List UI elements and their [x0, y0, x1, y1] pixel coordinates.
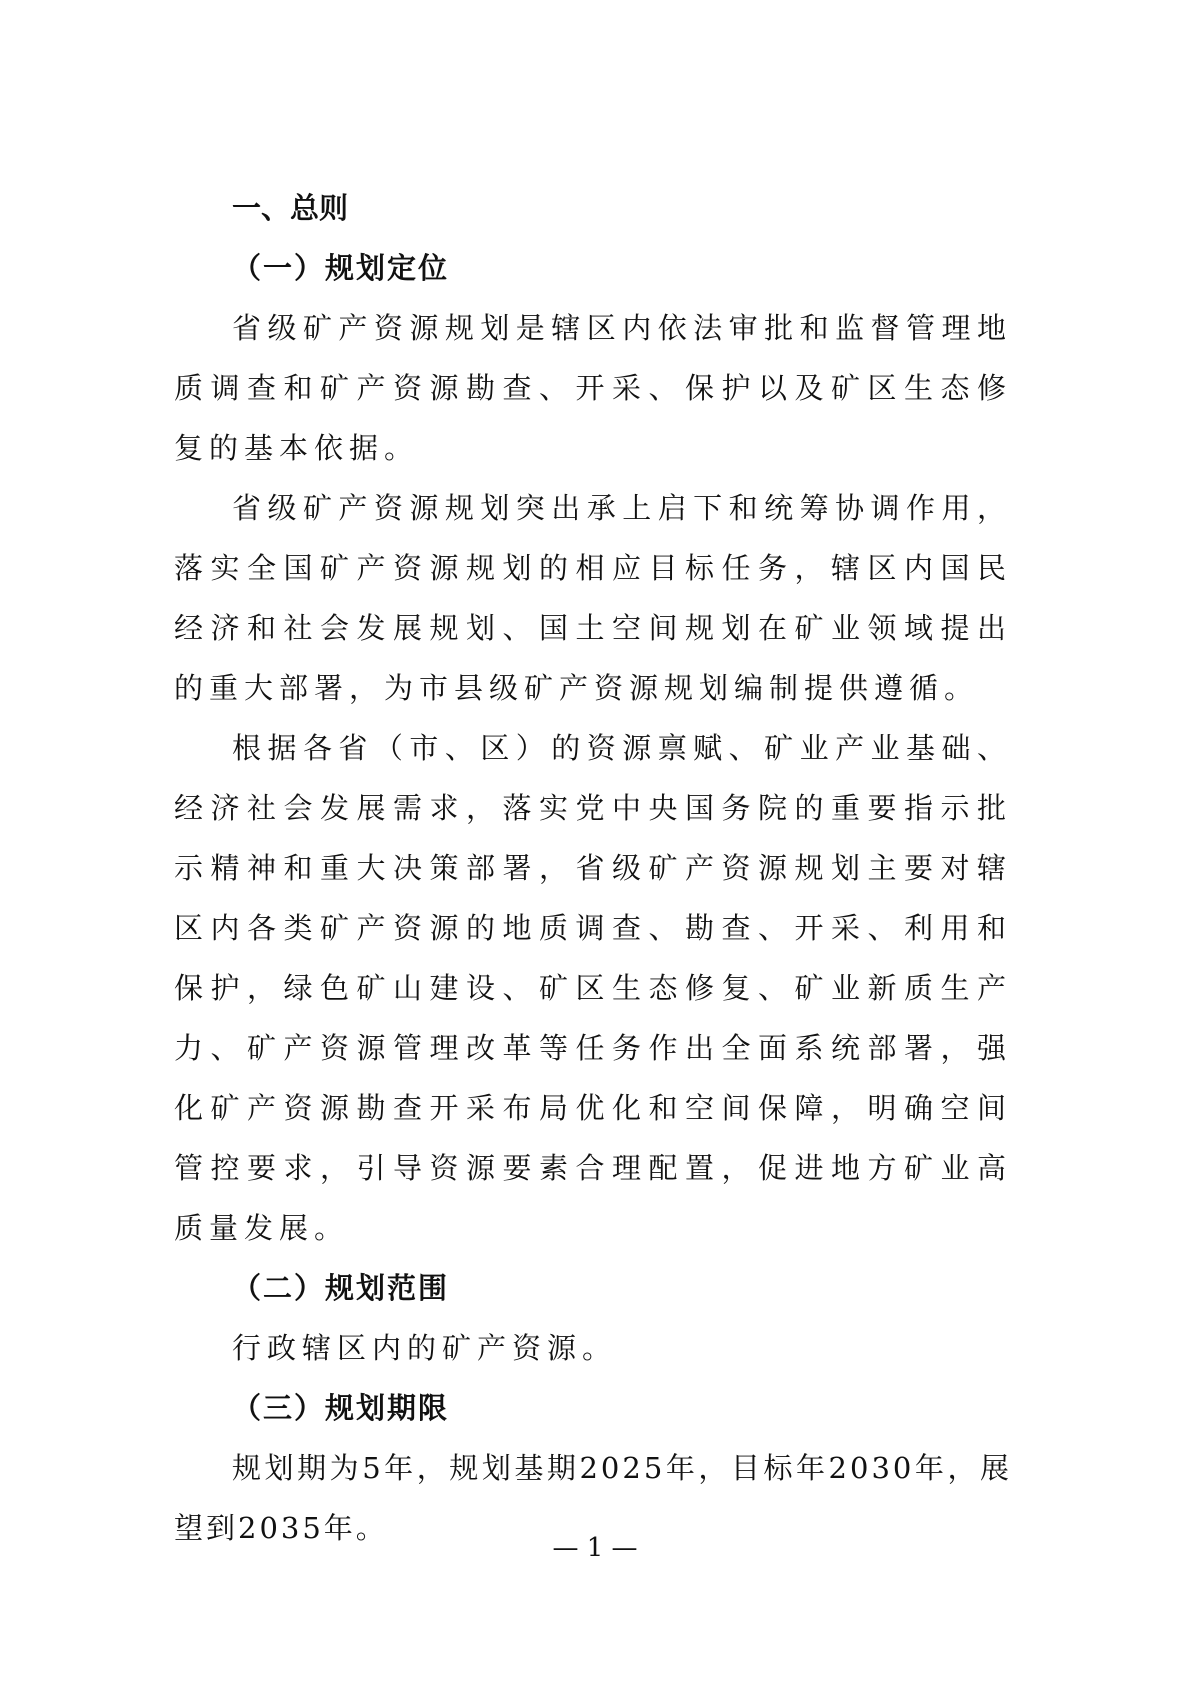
section-heading: 一、总则	[232, 191, 349, 225]
subsection-heading-period: （三）规划期限	[232, 1391, 450, 1425]
document-body	[174, 178, 1012, 1558]
subsection-heading-positioning: （一）规划定位	[232, 251, 450, 285]
paragraph-period-1: 规划期为5年，规划基期2025年，目标年2030年，展望到2035年。	[174, 1451, 1012, 1545]
paragraph-positioning-1: 省级矿产资源规划是辖区内依法审批和监督管理地质调查和矿产资源勘查、开采、保护以及矿区生态修复的基本依据。	[174, 311, 1012, 465]
paragraph-scope-1: 行政辖区内的矿产资源。	[232, 1331, 618, 1365]
paragraph-positioning-3: 根据各省（市、区）的资源禀赋、矿业产业基础、经济社会发展需求，落实党中央国务院的重要指示批示精神和重大决策部署，省级矿产资源规划主要对辖区内各类矿产资源的地质调查、勘查、开采、利用和保护，绿色矿山建设、矿区生态修复、矿业新质生产力、矿产资源管理改革等任务作出全面系统部署，强化矿产资源勘查开采布局优化和空间保障，明确空间管控要求，引导资源要素合理配置，促进地方矿业高质量发展。	[174, 731, 1012, 1245]
page-number: — 1 —	[552, 1533, 638, 1563]
subsection-heading-scope: （二）规划范围	[232, 1271, 450, 1305]
paragraph-positioning-2: 省级矿产资源规划突出承上启下和统筹协调作用，落实全国矿产资源规划的相应目标任务，辖区内国民经济和社会发展规划、国土空间规划在矿业领域提出的重大部署，为市县级矿产资源规划编制提供遵循。	[174, 491, 1012, 705]
